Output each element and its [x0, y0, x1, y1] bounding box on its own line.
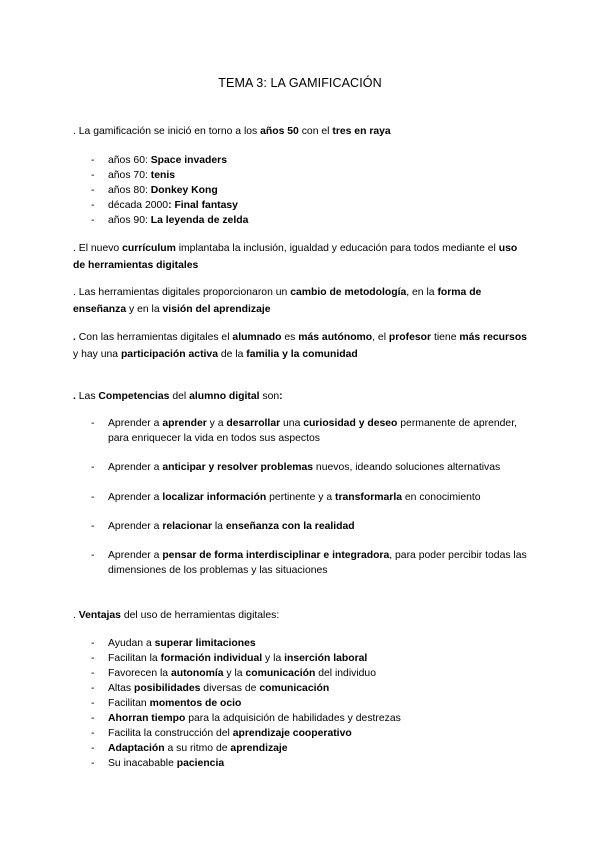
bold-run: más recursos [459, 332, 527, 343]
text-run: es [281, 332, 299, 343]
bold-run: Competencias [98, 391, 170, 402]
text-run: y en la [126, 304, 163, 315]
text-run: , para poder percibir todas las dimensiones de los problemas y las situaciones [108, 550, 527, 576]
text-run: Facilita la construcción del [108, 728, 233, 739]
text-run: a su ritmo de [164, 743, 231, 754]
text-run: años 70: [108, 170, 151, 181]
text-run: con el [298, 126, 333, 137]
text-run: Aprender a [108, 492, 163, 503]
list-item: - Aprender a localizar información pertinente y a transformarla en conocimiento [91, 492, 481, 503]
list-item: - década 2000: Final fantasy [91, 200, 238, 211]
bold-run: aprendizaje [230, 743, 288, 754]
text-run: y hay una [73, 349, 121, 360]
page-title: TEMA 3: LA GAMIFICACIÓN [218, 76, 382, 90]
text-run: . La gamificación se inició en torno a los [73, 126, 261, 137]
text-run: y a [206, 418, 227, 429]
text-run: Aprender a [108, 418, 163, 429]
list-item: - Aprender a relacionar la enseñanza con la realidad [91, 521, 355, 532]
text-run: Favorecen la [108, 668, 171, 679]
bold-run: participación activa [120, 349, 218, 360]
text-run: y la [262, 653, 285, 664]
list-item: - años 80: Donkey Kong [91, 185, 218, 196]
text-run: una [280, 418, 304, 429]
bold-run: currículum [122, 243, 176, 254]
text-run: años 90: [108, 215, 151, 226]
bold-run: años 50 [260, 126, 299, 137]
bold-run: Ventajas [78, 610, 121, 621]
list-item: - Facilitan momentos de ocio [91, 698, 242, 709]
text-run: para la adquisición de habilidades y destrezas [185, 713, 401, 724]
bold-run: comunicación [245, 668, 316, 679]
list-item: - Facilita la construcción del aprendizaje cooperativo [91, 728, 352, 739]
text-run: . [73, 610, 79, 621]
bold-run: anticipar y resolver problemas [162, 462, 314, 473]
bold-run: aprendizaje cooperativo [232, 728, 352, 739]
text-run: la [211, 521, 226, 532]
text-run: pertinente y a [266, 492, 335, 503]
text-run: Aprender a [108, 521, 163, 532]
list-item: - Su inacabable paciencia [91, 758, 225, 769]
text-run: Su inacabable [108, 758, 177, 769]
text-run: Facilitan [108, 698, 150, 709]
bold-run: Adaptación [108, 743, 165, 754]
text-run: permanente de aprender, para enriquecer la vida en todos sus aspectos [108, 418, 517, 444]
text-run: diversas de [200, 683, 260, 694]
bold-run: alumno digital [189, 391, 260, 402]
ventajas-heading [73, 607, 528, 624]
curriculum-paragraph [73, 240, 528, 274]
text-run: . El nuevo [73, 243, 123, 254]
text-run: . Las herramientas digitales proporcionaron un [73, 287, 291, 298]
list-item: - Favorecen la autonomía y la comunicación del individuo [91, 668, 376, 679]
bold-run: superar limitaciones [154, 638, 256, 649]
bold-run: curiosidad y deseo [303, 418, 398, 429]
text-run: implantaba la inclusión, igualdad y educación para todos mediante el [175, 243, 499, 254]
text-run: son [259, 391, 280, 402]
list-item: - años 70: tenis [91, 170, 176, 181]
text-run: Las [78, 391, 99, 402]
bold-run: autonomía [170, 668, 224, 679]
bold-run: momentos de ocio [149, 698, 242, 709]
bold-run: aprender [162, 418, 207, 429]
list-item: - Ayudan a superar limitaciones [91, 638, 256, 649]
bold-run: comunicación [259, 683, 330, 694]
bold-run: forma de enseñanza [73, 287, 482, 315]
bold-run: visión del aprendizaje [162, 304, 271, 315]
text-run: Altas [108, 683, 134, 694]
list-item: - Altas posibilidades diversas de comunicación [91, 683, 330, 694]
bold-run: inserción laboral [284, 653, 368, 664]
bold-run: familia y la comunidad [246, 349, 358, 360]
text-run: de la [217, 349, 247, 360]
text-run: en conocimiento [402, 492, 481, 503]
list-item: - Aprender a pensar de forma interdisciplinar e integradora, para poder percibir todas las dimensiones de los problemas y las situaciones [91, 550, 527, 576]
list-item: - Ahorran tiempo para la adquisición de habilidades y destrezas [91, 713, 401, 724]
bold-run: alumnado [232, 332, 282, 343]
bold-run: . [73, 332, 79, 343]
intro-paragraph [73, 123, 528, 140]
text-run: Aprender a [108, 550, 163, 561]
list-item: - Aprender a aprender y a desarrollar una curiosidad y deseo permanente de aprender, para enriquecer la vida en todos sus aspectos [91, 418, 517, 444]
bold-run: cambio de metodología [290, 287, 407, 298]
bold-run: localizar información [162, 492, 267, 503]
text-run: del [169, 391, 190, 402]
bold-run: más autónomo [298, 332, 373, 343]
text-run: Facilitan la [108, 653, 161, 664]
bold-run: Space invaders [150, 155, 227, 166]
bold-run: enseñanza con la realidad [225, 521, 355, 532]
text-run: , el [372, 332, 389, 343]
bold-run: uso de herramientas digitales [73, 243, 518, 271]
bold-run: La leyenda de zelda [150, 215, 249, 226]
bold-run: relacionar [162, 521, 212, 532]
text-run: del uso de herramientas digitales: [120, 610, 280, 621]
list-item: - años 90: La leyenda de zelda [91, 215, 249, 226]
text-run: del individuo [315, 668, 376, 679]
bold-run: profesor [388, 332, 432, 343]
bold-run: transformarla [335, 492, 402, 503]
text-run: años 80: [108, 185, 151, 196]
bold-run: Ahorran tiempo [108, 713, 186, 724]
bold-run: posibilidades [134, 683, 201, 694]
bold-run: . [73, 391, 79, 402]
bold-run: tenis [150, 170, 176, 181]
text-run: años 60: [108, 155, 151, 166]
text-run: Aprender a [108, 462, 163, 473]
text-run: y la [223, 668, 246, 679]
list-item: - Facilitan la formación individual y la inserción laboral [91, 653, 368, 664]
text-run: , en la [406, 287, 438, 298]
bold-run: : Final fantasy [168, 200, 238, 211]
text-run: Ayudan a [108, 638, 155, 649]
list-item: - años 60: Space invaders [91, 155, 227, 166]
list-item: - Adaptación a su ritmo de aprendizaje [91, 743, 288, 754]
bold-run: formación individual [160, 653, 263, 664]
autonomy-paragraph [73, 329, 528, 363]
list-item: - Aprender a anticipar y resolver problemas nuevos, ideando soluciones alternativas [91, 462, 501, 473]
text-run: década 2000 [108, 200, 169, 211]
text-run: tiene [431, 332, 460, 343]
bold-run: paciencia [176, 758, 225, 769]
bold-run: pensar de forma interdisciplinar e integradora [162, 550, 390, 561]
bold-run: : [279, 391, 283, 402]
bold-run: desarrollar [226, 418, 281, 429]
text-run: nuevos, ideando soluciones alternativas [313, 462, 501, 473]
text-run: Con las herramientas digitales el [78, 332, 233, 343]
bold-run: tres en raya [332, 126, 391, 137]
methodology-paragraph [73, 284, 528, 318]
competencias-heading [73, 388, 528, 405]
bold-run: Donkey Kong [150, 185, 218, 196]
